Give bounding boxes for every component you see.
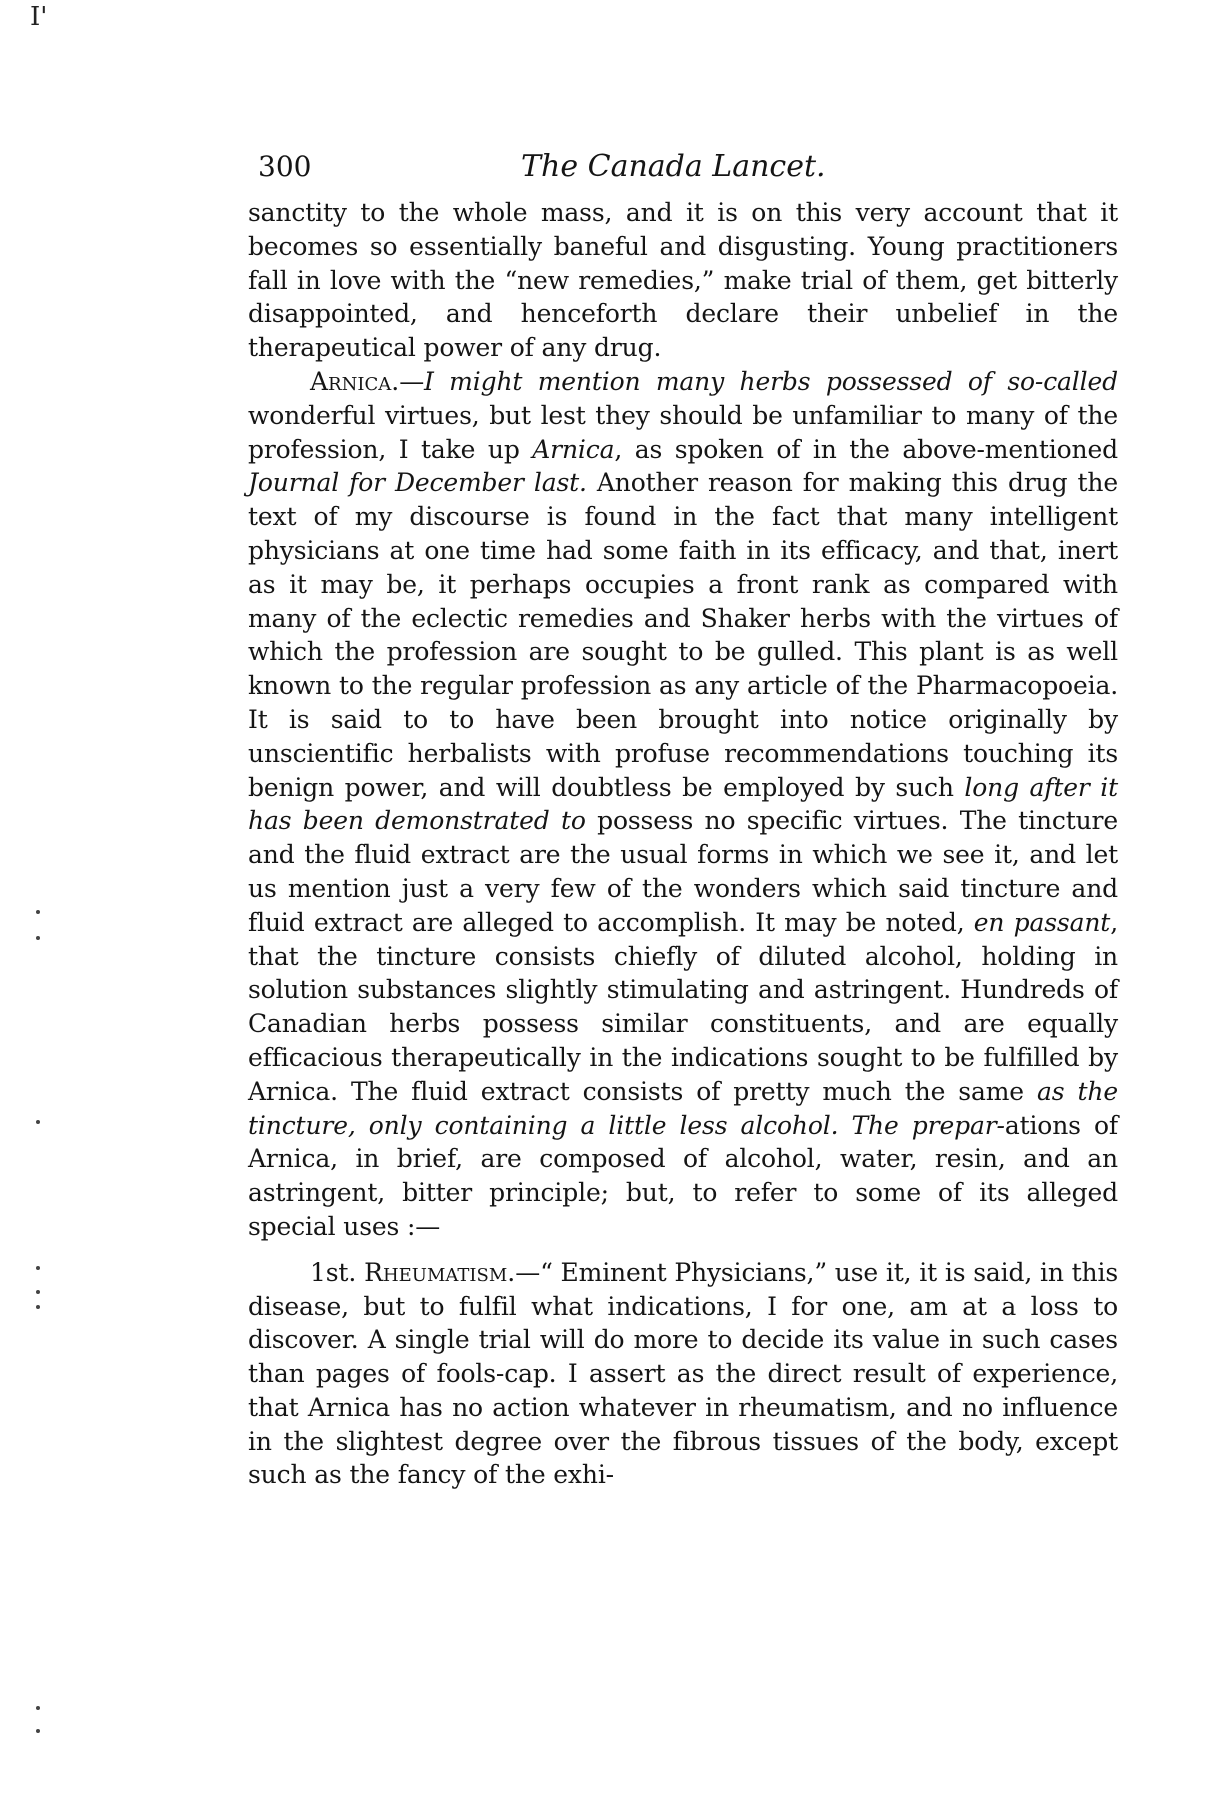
arnica-text-part-3: Another reason for making this drug the text of my discourse is found in the fact that many intelligent physicians at one time had some faith in its efficacy, and that, inert as it may be, it perhaps occupies a front rank as compared with many of the eclectic remedies and Shaker herbs with the virtues of which the profession are sought to be gulled. This plant is as well known to the regular profession as any article of the Pharmacopoeia. It is said to to have been brought into notice originally by unscientific herbalists with profuse recommendations touching its benign power, and will doubtless be employed by such	[248, 468, 1118, 802]
long-after-italic: long after it has been demonstrated to	[248, 772, 1118, 836]
corner-mark: I'	[30, 2, 48, 32]
arnica-text-part-4: possess no specific virtues. The tincture and the fluid extract are the usual forms in which we see it, and let us mention just a very few of the wonders which said tincture and fluid extract are alleged to accomplish. It may be noted,	[248, 806, 1118, 937]
arnica-text-part-5: , that the tincture consists chiefly of diluted alcohol, holding in solution substances slightly stimulating and astringent. Hundreds of Canadian herbs possess similar constituents, and are equally efficacious therapeutically in the indications sought to be fulfilled by Arnica. The fluid extract consists of pretty much the same	[248, 907, 1119, 1106]
scan-speck	[36, 1305, 40, 1309]
section-number: 1st.	[310, 1257, 357, 1287]
scan-speck	[36, 1729, 40, 1733]
en-passant-italic: en passant	[973, 907, 1111, 937]
running-title: The Canada Lancet.	[521, 149, 826, 184]
scan-speck	[36, 1290, 40, 1294]
arnica-text-part-2: , as spoken of in the above-mentioned	[614, 434, 1119, 464]
scan-speck	[36, 1266, 40, 1270]
scan-speck	[36, 910, 40, 914]
arnica-intro-italic: I might mention many herbs possessed of so-called	[424, 366, 1118, 396]
arnica-text-part-6: ations of Arnica, in brief, are composed of alcohol, water, resin, and an astringent, bitter principle; but, to refer to some of its alleged special uses :—	[248, 1110, 1118, 1241]
arnica-paragraph	[248, 365, 1118, 1244]
rheumatism-text: —“ Eminent Physicians,” use it, it is said, in this disease, but to fulfil what indications, I for one, am at a loss to discover. A single trial will do more to decide its value in such cases than pages of fools-cap. I assert as the direct result of experience, that Arnica has no action whatever in rheumatism, and no influence in the slightest degree over the fibrous tissues of the body, except such as the fancy of the exhi-	[248, 1257, 1118, 1490]
page-header	[258, 150, 1108, 190]
rheumatism-heading: Rheumatism.	[356, 1257, 516, 1287]
journal-reference: Journal for December last.	[248, 468, 587, 498]
arnica-heading: Arnica.	[310, 366, 400, 396]
scan-speck	[36, 1120, 40, 1124]
tincture-italic: as the tincture, only containing a little less alcohol. The prepar-	[248, 1076, 1118, 1140]
article-text	[248, 196, 1118, 1492]
page-number: 300	[258, 150, 312, 183]
rheumatism-paragraph	[248, 1256, 1118, 1493]
scan-speck	[36, 936, 40, 940]
arnica-text-part-1: wonderful virtues, but lest they should be unfamiliar to many of the profession, I take up	[248, 400, 1118, 464]
paragraph-1: sanctity to the whole mass, and it is on this very account that it becomes so essentially baneful and disgusting. Young practitioners fall in love with the “new remedies,” make trial of them, get bitterly disappointed, and henceforth declare their unbelief in the therapeutical power of any drug.	[248, 198, 1118, 363]
heading-dash: —	[399, 366, 425, 396]
arnica-word-italic: Arnica	[532, 434, 615, 464]
scan-speck	[36, 1706, 40, 1710]
